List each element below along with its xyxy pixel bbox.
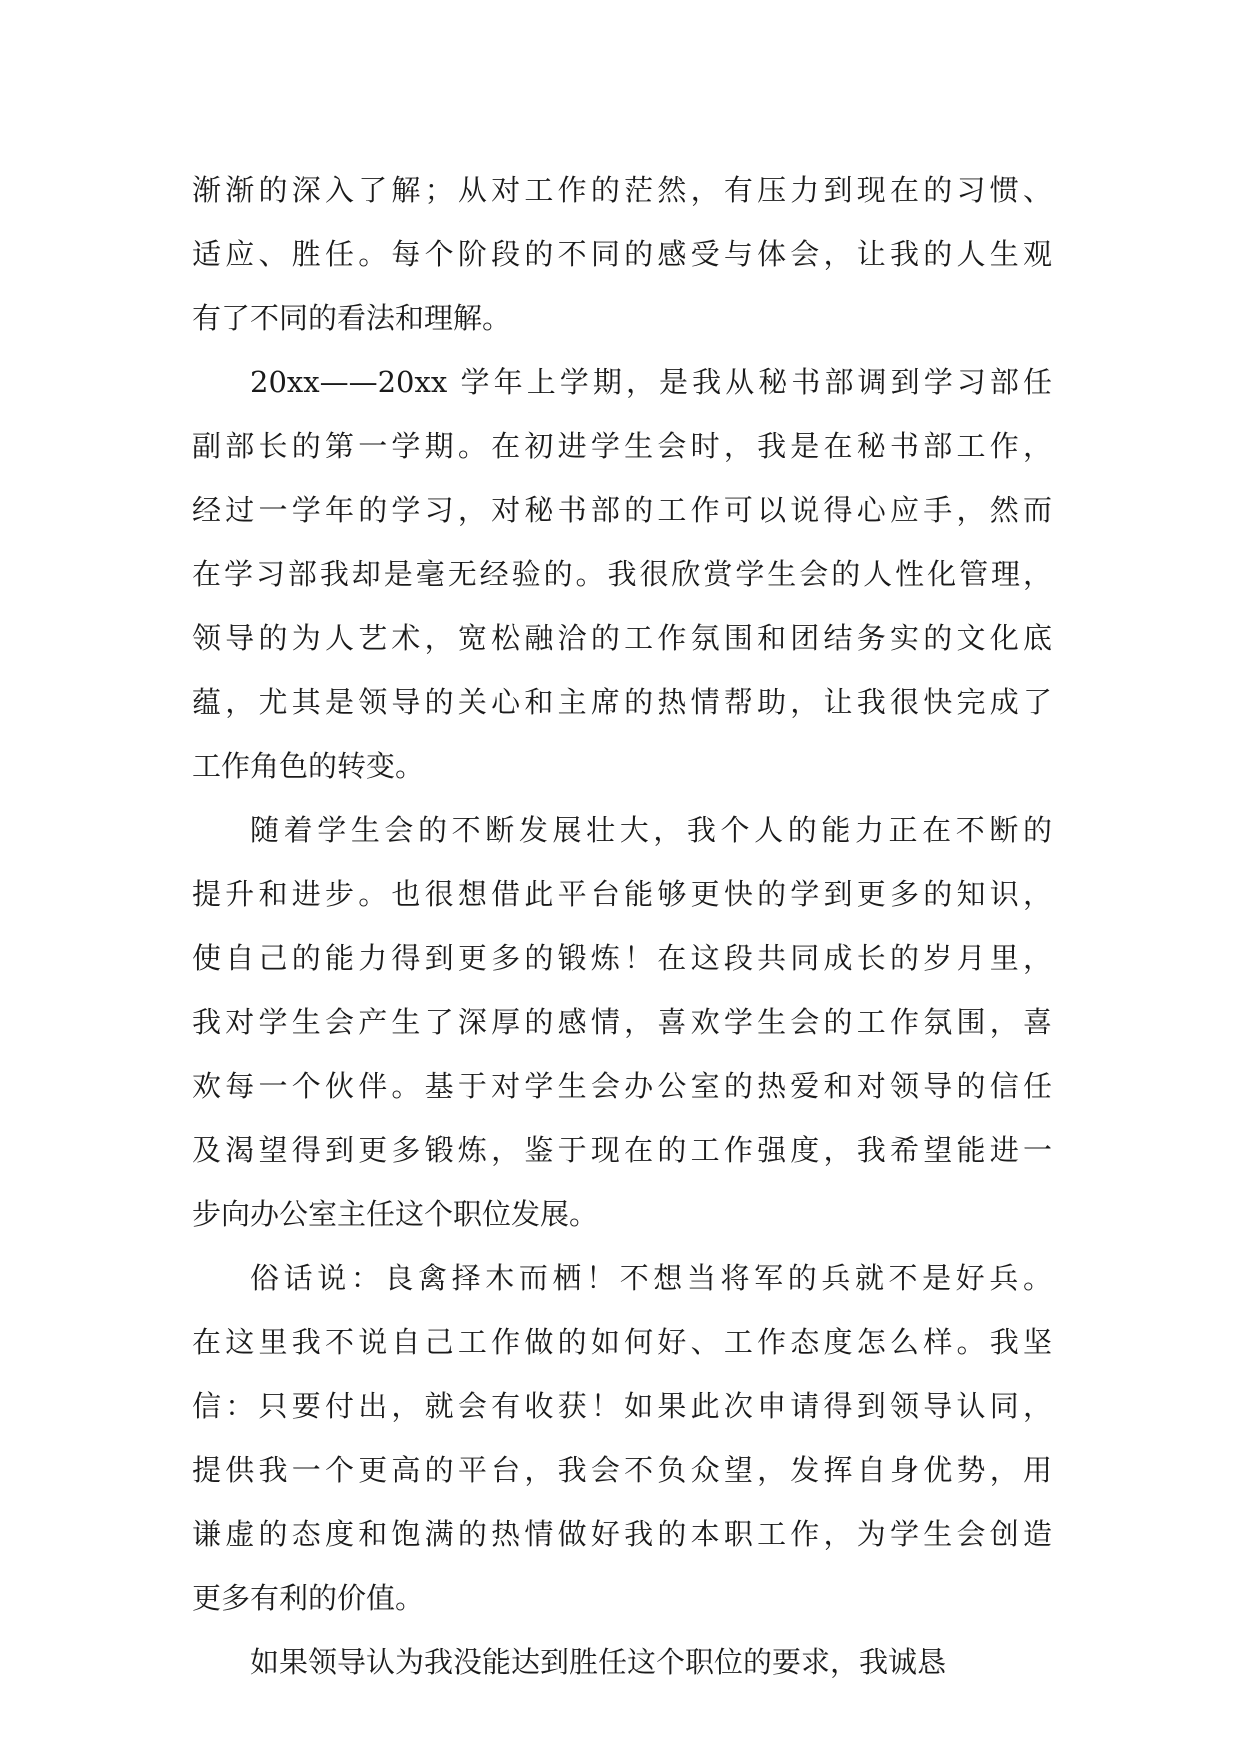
paragraph-3: [192, 798, 1052, 1246]
text-line: 随着学生会的不断发展壮大，我个人的能力正在不断的: [250, 813, 1052, 847]
paragraph-4: [192, 1246, 1052, 1630]
paragraph-5: [192, 1630, 1052, 1694]
text-line: 领导的为人艺术，宽松融洽的工作氛围和团结务实的文化底: [192, 621, 1052, 655]
text-line: 渐渐的深入了解；从对工作的茫然，有压力到现在的习惯、: [192, 173, 1052, 207]
text-line: 及渴望得到更多锻炼，鉴于现在的工作强度，我希望能进一: [192, 1133, 1052, 1167]
text-line: 步向办公室主任这个职位发展。: [192, 1197, 599, 1231]
text-line: 提供我一个更高的平台，我会不负众望，发挥自身优势，用: [192, 1453, 1052, 1487]
text-line: 更多有利的价值。: [192, 1581, 425, 1615]
paragraph-2: [192, 350, 1052, 798]
text-line: 我对学生会产生了深厚的感情，喜欢学生会的工作氛围，喜: [192, 1005, 1052, 1039]
text-line: 20xx——20xx 学年上学期，是我从秘书部调到学习部任: [250, 365, 1052, 399]
text-line: 在这里我不说自己工作做的如何好、工作态度怎么样。我坚: [192, 1325, 1052, 1359]
text-line: 如果领导认为我没能达到胜任这个职位的要求，我诚恳: [250, 1645, 947, 1679]
text-line: 欢每一个伙伴。基于对学生会办公室的热爱和对领导的信任: [192, 1069, 1052, 1103]
paragraph-1: [192, 158, 1052, 350]
text-line: 提升和进步。也很想借此平台能够更快的学到更多的知识，: [192, 877, 1052, 911]
text-line: 适应、胜任。每个阶段的不同的感受与体会，让我的人生观: [192, 237, 1052, 271]
text-line: 工作角色的转变。: [192, 749, 425, 783]
text-line: 经过一学年的学习，对秘书部的工作可以说得心应手，然而: [192, 493, 1052, 527]
document-body: [192, 158, 1052, 1694]
text-line: 有了不同的看法和理解。: [192, 301, 512, 335]
text-line: 在学习部我却是毫无经验的。我很欣赏学生会的人性化管理，: [192, 557, 1052, 591]
text-line: 谦虚的态度和饱满的热情做好我的本职工作，为学生会创造: [192, 1517, 1052, 1551]
text-line: 使自己的能力得到更多的锻炼！在这段共同成长的岁月里，: [192, 941, 1052, 975]
text-line: 俗话说：良禽择木而栖！不想当将军的兵就不是好兵。: [250, 1261, 1052, 1295]
text-line: 信：只要付出，就会有收获！如果此次申请得到领导认同，: [192, 1389, 1052, 1423]
text-line: 蕴，尤其是领导的关心和主席的热情帮助，让我很快完成了: [192, 685, 1052, 719]
text-line: 副部长的第一学期。在初进学生会时，我是在秘书部工作，: [192, 429, 1052, 463]
